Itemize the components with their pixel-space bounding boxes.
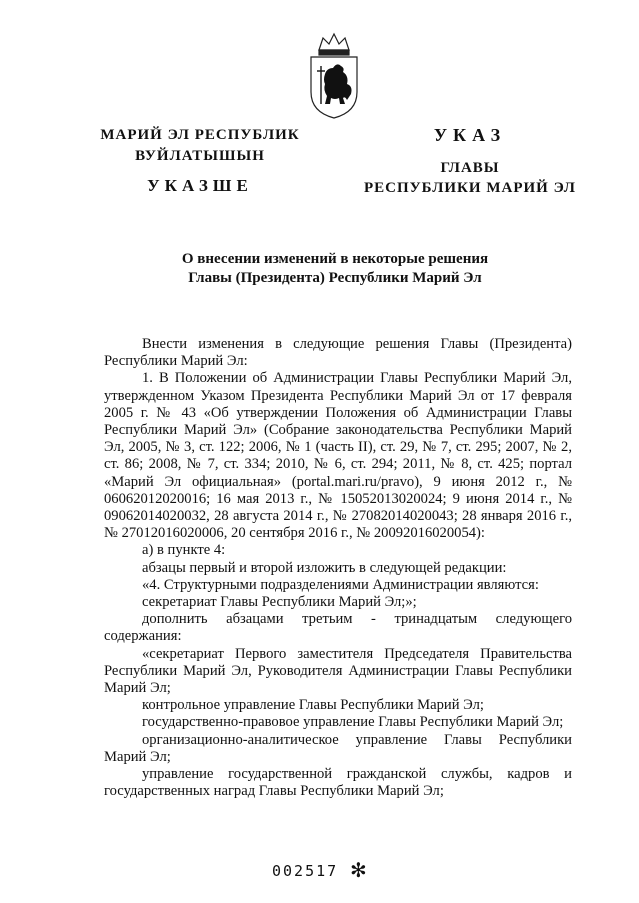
- document-title-line1: О внесении изменений в некоторые решения: [181, 251, 489, 267]
- paragraph: 1. В Положении об Администрации Главы Республики Марий Эл, утвержденном Указом Президента Республики Марий Эл от 17 февраля 2005 г. № 43 «Об утверждении Положения об Администрации Главы Республики Марий Эл» (Собрание законодательства Республики Марий Эл, 2005, № 3, ст. 122; 2006, № 1 (часть II), ст. 29, № 7, ст. 295; 2007, № 2, ст. 86; 2008, № 7, ст. 334; 2010, № 6, ст. 294; 2011, № 8, ст. 425; портал «Марий Эл официальная» (portal.mari.ru/pravo), 9 июня 2012 г., № 06062012020016; 16 мая 2013 г., № 15052013020024; 9 июня 2014 г., № 09062014020032, 28 августа 2014 г., № 27082014020043; 28 января 2016 г., № 27012016020006, 20 сентября 2016 г., № 20092016020054):: [104, 370, 572, 542]
- paragraph: «4. Структурными подразделениями Администрации являются:: [142, 576, 539, 593]
- document-title-line2: Главы (Президента) Республики Марий Эл: [188, 270, 482, 286]
- paragraph: Внести изменения в следующие решения Главы (Президента) Республики Марий Эл:: [104, 336, 572, 370]
- asterisk-mark: ✻: [350, 860, 367, 882]
- header-right-line2: ГЛАВЫ: [440, 160, 500, 176]
- paragraph: контрольное управление Главы Республики Марий Эл;: [142, 697, 484, 714]
- paragraph: а) в пункте 4:: [142, 542, 226, 559]
- header-left-line2: ВУЙЛАТЫШЫН: [135, 148, 265, 164]
- paragraph: абзацы первый и второй изложить в следующей редакции:: [142, 559, 507, 576]
- paragraph: дополнить абзацами третьим - тринадцатым следующего содержания:: [104, 611, 572, 645]
- paragraph: государственно-правовое управление Главы Республики Марий Эл;: [142, 714, 564, 731]
- paragraph: «секретариат Первого заместителя Председателя Правительства Республики Марий Эл, Руководителя Администрации Главы Республики Марий Эл;: [104, 645, 572, 697]
- header-left-line1: МАРИЙ ЭЛ РЕСПУБЛИК: [100, 127, 300, 143]
- document-body: [104, 336, 572, 800]
- paragraph: организационно-аналитическое управление Главы Республики Марий Эл;: [104, 731, 572, 765]
- header-right-line3: РЕСПУБЛИКИ МАРИЙ ЭЛ: [363, 180, 576, 196]
- paragraph: секретариат Главы Республики Марий Эл;»;: [142, 594, 417, 611]
- header-left-line3: УКАЗШЕ: [147, 176, 253, 195]
- coat-of-arms-emblem: [305, 30, 363, 120]
- header-right-line1: УКАЗ: [433, 125, 507, 145]
- paragraph: управление государственной гражданской службы, кадров и государственных наград Главы Республики Марий Эл;: [104, 766, 572, 800]
- serial-number: 002517: [272, 862, 339, 880]
